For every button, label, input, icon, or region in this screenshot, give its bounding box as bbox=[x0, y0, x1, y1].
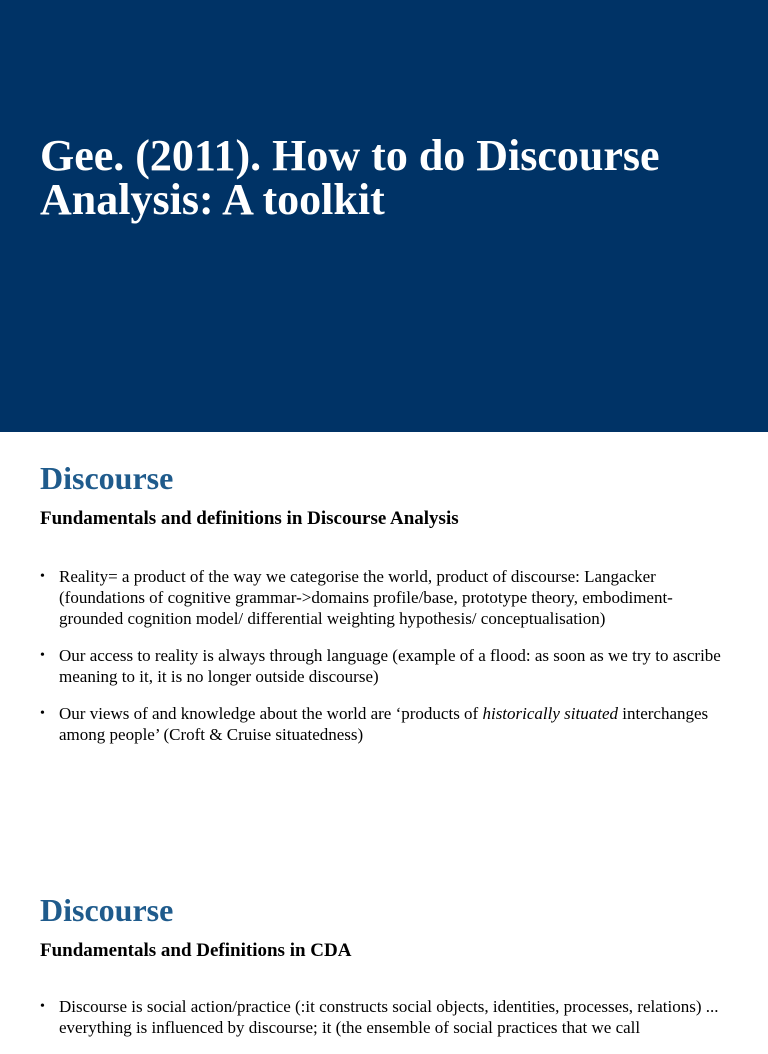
bullet-list bbox=[40, 996, 740, 1054]
bullet-icon: • bbox=[40, 569, 45, 584]
slide-heading: Discourse bbox=[40, 892, 174, 928]
bullet-item bbox=[40, 566, 740, 629]
bullet-icon: • bbox=[40, 706, 45, 721]
bullet-icon: • bbox=[40, 648, 45, 663]
bullet-item bbox=[40, 996, 740, 1038]
bullet-text-start: Our views of and knowledge about the world are ‘products of bbox=[59, 704, 483, 723]
bullet-item bbox=[40, 645, 740, 687]
bullet-icon: • bbox=[40, 999, 45, 1014]
slide-subheading: Fundamentals and Definitions in CDA bbox=[40, 940, 352, 961]
bullet-text: Discourse is social action/practice (:it constructs social objects, identities, processes, relations) ... everything is influenced by discourse; it (the ensemble of social practices that we call bbox=[59, 997, 719, 1037]
bullet-text-end: interchanges among people’ (Croft & Cruise situatedness) bbox=[59, 704, 709, 744]
slide-subheading: Fundamentals and definitions in Discourse Analysis bbox=[40, 508, 459, 529]
slide-cda bbox=[0, 864, 768, 1037]
presentation-title: Gee. (2011). How to do Discourse Analysis: A toolkit bbox=[40, 131, 660, 224]
title-slide bbox=[0, 0, 768, 432]
slide-heading: Discourse bbox=[40, 460, 174, 496]
bullet-text: Our access to reality is always through language (example of a flood: as soon as we try to ascribe meaning to it, it is no longer outside discourse) bbox=[59, 646, 721, 686]
bullet-text: Reality= a product of the way we categorise the world, product of discourse: Langacker (foundations of cognitive grammar->domains profile/base, prototype theory, embodiment- grounded cognition model/ differential weighting hypothesis/ conceptualisation) bbox=[59, 567, 673, 628]
bullet-text-italic: historically situated bbox=[482, 704, 618, 723]
bullet-item bbox=[40, 703, 740, 745]
slide-discourse-analysis bbox=[0, 432, 768, 864]
bullet-list bbox=[40, 566, 740, 761]
